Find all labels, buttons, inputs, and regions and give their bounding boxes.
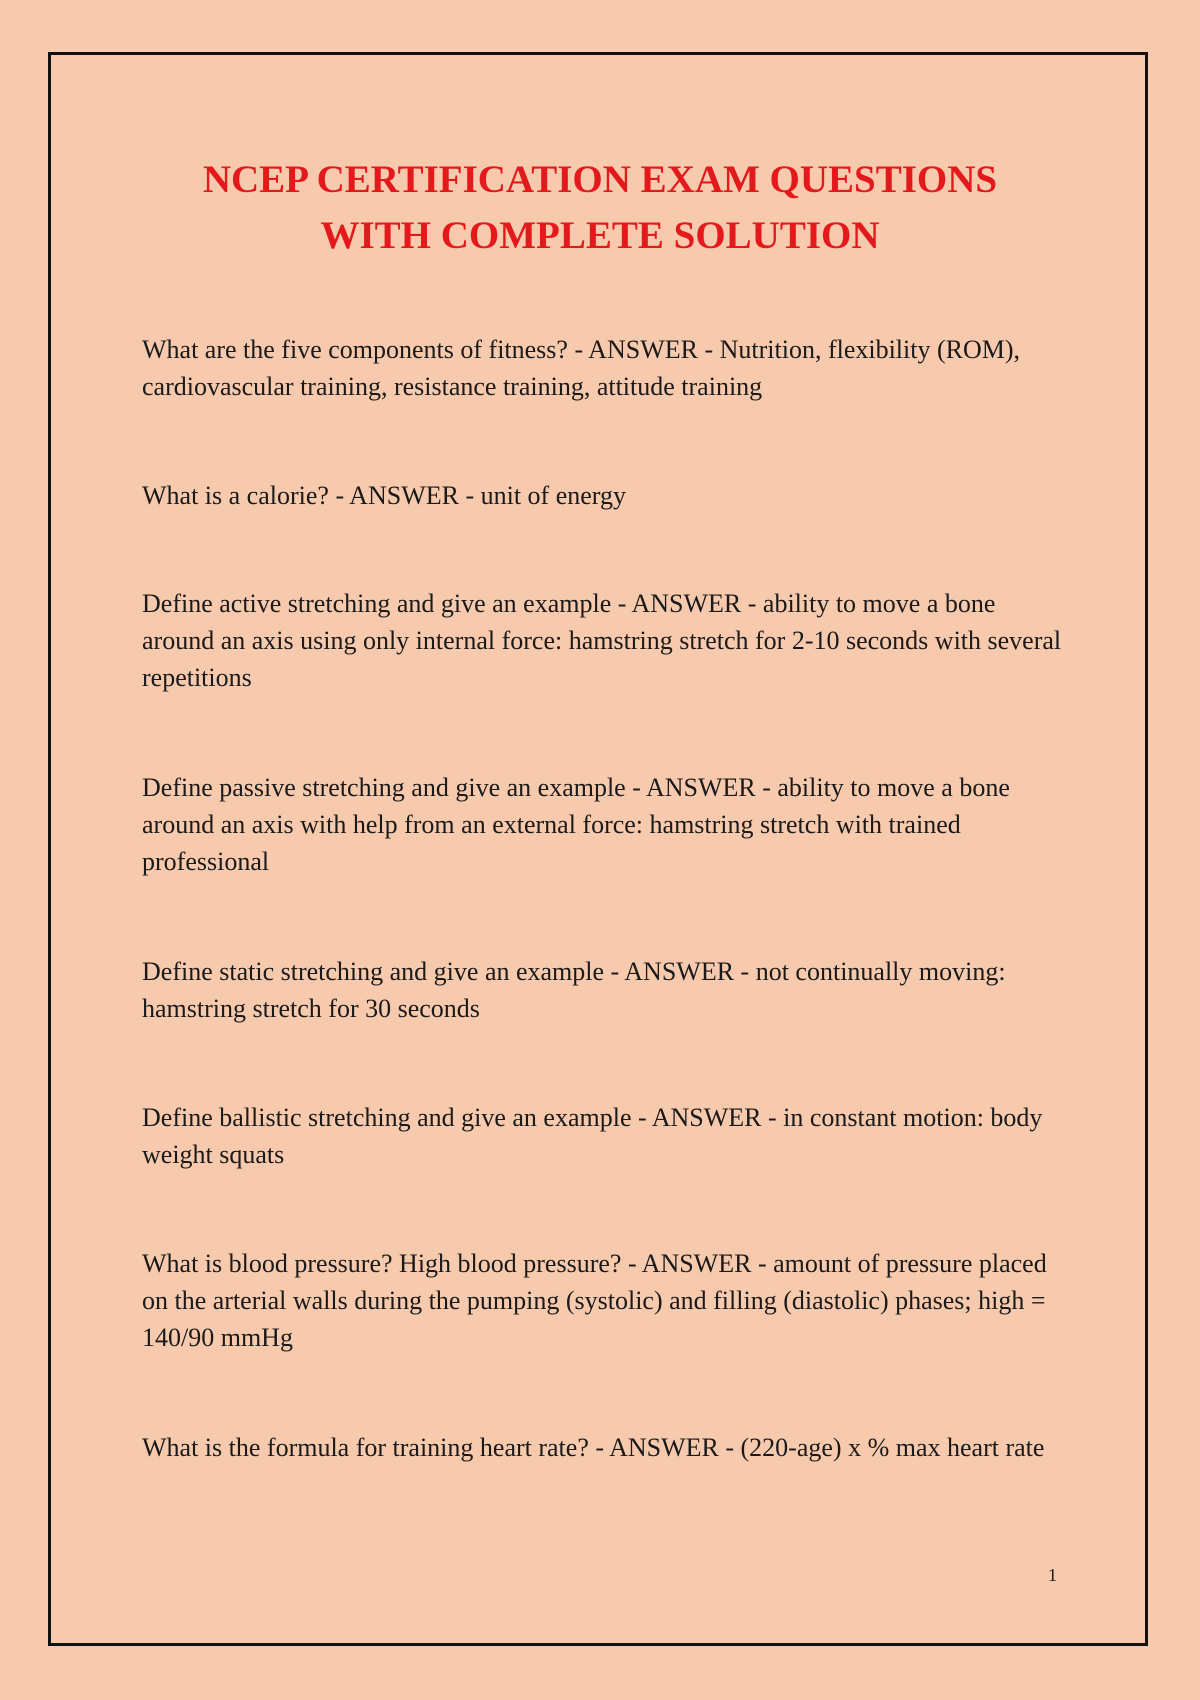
title-line-1: NCEP CERTIFICATION EXAM QUESTIONS bbox=[202, 158, 998, 201]
qa-item: Define ballistic stretching and give an example - ANSWER - in constant motion: body weight squats bbox=[142, 1103, 1043, 1169]
qa-item: Define passive stretching and give an example - ANSWER - ability to move a bone around an axis with help from an external force: hamstring stretch with trained professional bbox=[142, 773, 1010, 876]
page-number: 1 bbox=[1048, 1565, 1057, 1585]
qa-item: Define static stretching and give an example - ANSWER - not continually moving: hamstring stretch for 30 seconds bbox=[142, 957, 1006, 1023]
qa-item: What is blood pressure? High blood pressure? - ANSWER - amount of pressure placed on the arterial walls during the pumping (systolic) and filling (diastolic) phases; high = 140/90 mmHg bbox=[142, 1249, 1047, 1352]
qa-item: Define active stretching and give an example - ANSWER - ability to move a bone around an axis using only internal force: hamstring stretch for 2-10 seconds with several repetitions bbox=[142, 589, 1062, 692]
qa-item: What is the formula for training heart rate? - ANSWER - (220-age) x % max heart rate bbox=[142, 1433, 1045, 1462]
qa-item: What is a calorie? - ANSWER - unit of energy bbox=[142, 481, 626, 510]
document-title bbox=[0, 152, 1200, 264]
qa-item: What are the five components of fitness? - ANSWER - Nutrition, flexibility (ROM), cardiovascular training, resistance training, attitude training bbox=[142, 335, 1021, 401]
title-line-2: WITH COMPLETE SOLUTION bbox=[320, 214, 880, 257]
